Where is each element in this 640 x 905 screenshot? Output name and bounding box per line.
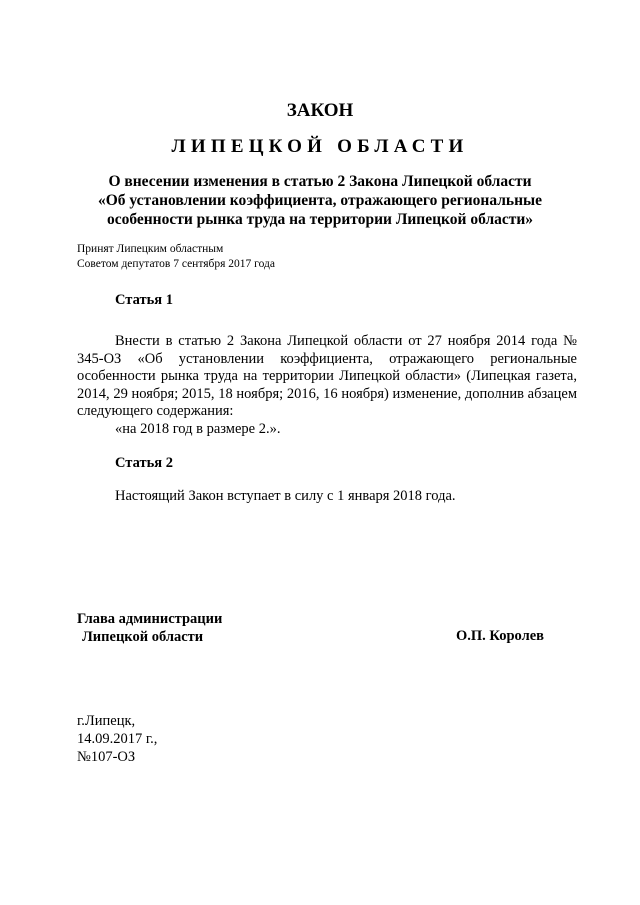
- signatory-role-line: Глава администрации: [77, 611, 223, 627]
- subtitle-line: особенности рынка труда на территории Липецкой области»: [106, 211, 534, 228]
- document-title: ЗАКОН: [286, 100, 354, 121]
- signatory-role-line: Липецкой области: [82, 629, 204, 645]
- subtitle-line: «Об установлении коэффициента, отражающего региональные: [97, 192, 543, 209]
- adoption-line: Принят Липецким областным: [77, 243, 224, 255]
- article-1-quote: «на 2018 год в размере 2.».: [115, 421, 281, 437]
- subtitle-line: О внесении изменения в статью 2 Закона Липецкой области: [108, 173, 532, 190]
- adoption-line: Советом депутатов 7 сентября 2017 года: [77, 258, 275, 270]
- document-footer: [77, 712, 157, 766]
- document-region: ЛИПЕЦКОЙ ОБЛАСТИ: [171, 136, 469, 157]
- article-1-heading: Статья 1: [115, 292, 173, 308]
- footer-number: №107-ОЗ: [77, 749, 136, 765]
- adoption-note: [77, 242, 275, 272]
- footer-place: г.Липецк,: [77, 713, 136, 729]
- article-2-heading: Статья 2: [115, 455, 173, 471]
- document-subtitle: [70, 172, 570, 229]
- article-2-text: Настоящий Закон вступает в силу с 1 января 2018 года.: [115, 488, 456, 504]
- article-1-text: Внести в статью 2 Закона Липецкой области от 27 ноября 2014 года № 345-ОЗ «Об установлении коэффициента, отражающего региональные особенности рынка труда на территории Липецкой области» (Липецкая газета, 2014, 29 ноября; 2015, 18 ноября; 2016, 16 ноября) изменение, дополнив абзацем следующего содержания:: [77, 333, 577, 420]
- signatory-role: [77, 610, 222, 646]
- footer-date: 14.09.2017 г.,: [77, 731, 158, 747]
- signatory-name: О.П. Королев: [456, 628, 544, 644]
